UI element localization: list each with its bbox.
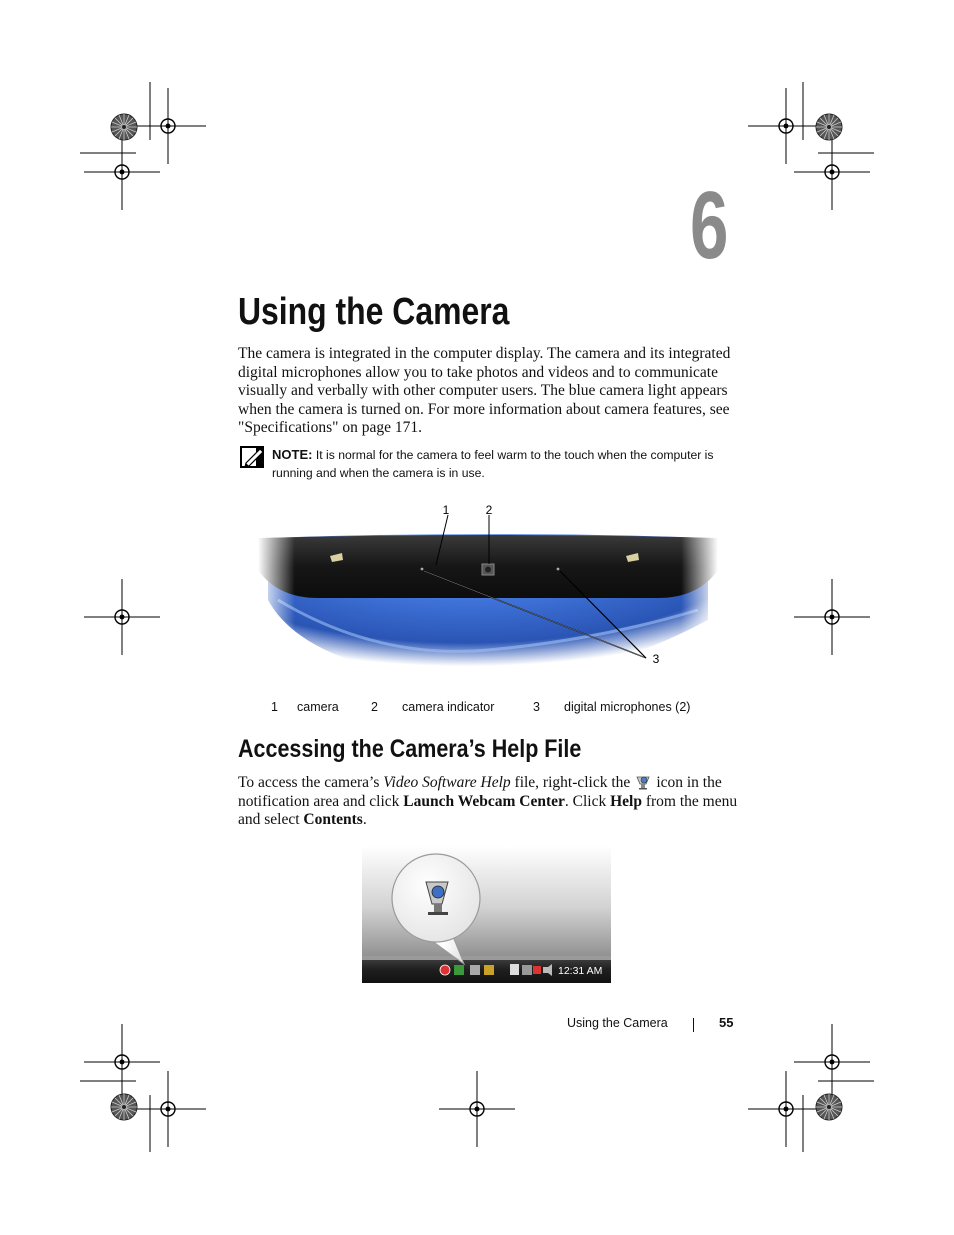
note-body: It is normal for the camera to feel warm to the touch when the computer is running and when the camera is in use. [272,448,714,480]
caption-num-1: 1 [271,700,278,714]
tray-clock: 12:31 AM [558,965,603,977]
help-text: Help [610,792,642,810]
launch-webcam-center-text: Launch Webcam Center [403,792,565,810]
text-part: file, right-click the [510,774,631,791]
callout-3: 3 [652,652,660,666]
note-label: NOTE: [272,447,313,462]
page-title: Using the Camera [238,291,510,333]
text-part: icon in the notification area and click [238,774,722,810]
footer-chapter-title: Using the Camera [567,1016,668,1030]
webcam-icon [634,774,652,790]
text-part: . Click [564,792,611,810]
note-text [272,446,742,482]
section-title: Accessing the Camera’s Help File [238,735,582,763]
caption-label-2: camera indicator [402,700,495,714]
intro-paragraph: The camera is integrated in the computer display. The camera and its integrated digital microphones allow you to take photos and videos and to communicate visually and verbally with other computer users. The blue camera light appears when the camera is turned on. For more information about camera features, see "Specifications" on page 171. [238,345,731,437]
page-number: 55 [719,1015,734,1030]
notification-area-illustration [362,846,611,983]
text-part: from the menu and select [238,792,738,829]
caption-num-3: 3 [533,700,540,714]
callout-1: 1 [442,503,450,517]
camera-bezel-illustration [258,500,718,690]
video-software-help-text: Video Software Help [383,774,511,791]
callout-2: 2 [485,503,493,517]
text-part: . [362,811,367,829]
contents-text: Contents [303,811,363,829]
text-part: To access the camera’s [238,774,384,791]
caption-num-2: 2 [371,700,378,714]
footer-separator [693,1018,694,1032]
caption-label-3: digital microphones (2) [564,700,691,714]
caption-label-1: camera [297,700,339,714]
pencil-note-icon [240,446,264,468]
chapter-number: 6 [690,172,729,279]
section-paragraph [238,774,738,830]
